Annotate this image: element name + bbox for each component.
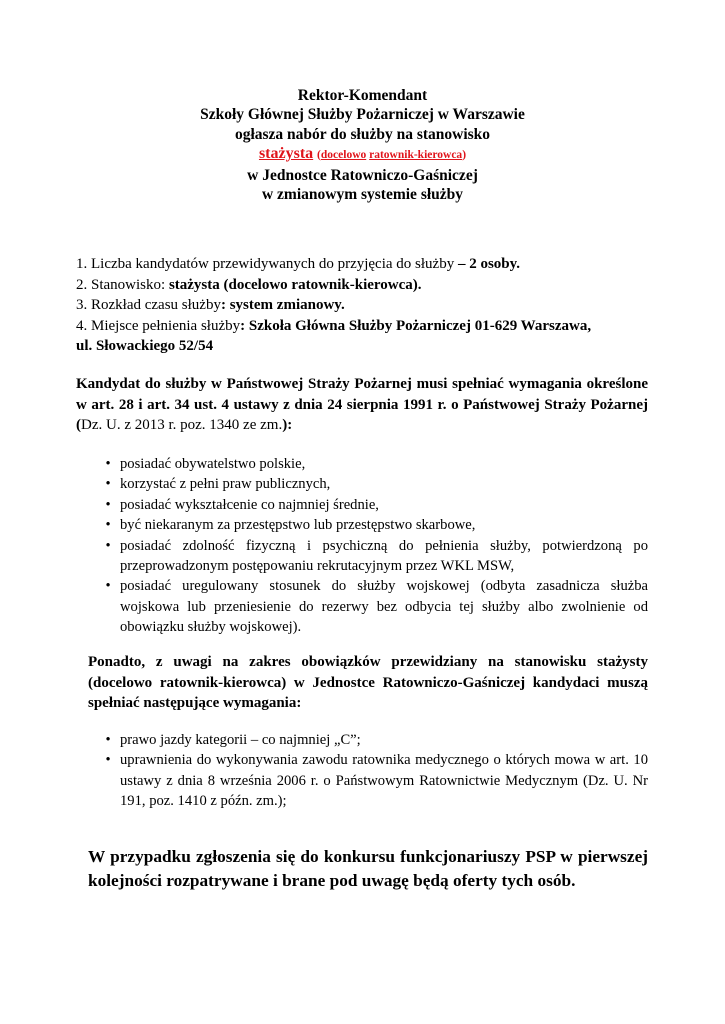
detail-schedule: 3. Rozkład czasu służby: system zmianowy. [76, 297, 345, 314]
detail-address: ul. Słowackiego 52/54 [76, 338, 214, 355]
detail-location: 4. Miejsce pełnienia służby: Szkoła Główna Służby Pożarniczej 01-629 Warszawa, [76, 317, 592, 334]
final-note: W przypadku zgłoszenia się do konkursu funkcjonariuszy PSP w pierwszej kolejności rozpatrywane i brane pod uwagę będą oferty tych osób. [88, 847, 648, 890]
bullet-icon: • [105, 517, 111, 534]
header-position [0, 144, 725, 165]
additional-requirements-list [76, 730, 648, 812]
list-item: • uprawnienia do wykonywania zawodu ratownika medycznego o których mowa w art. 10 ustawy z dnia 8 września 2006 r. o Państwowym Ratownictwie Medycznym (Dz. U. Nr 191, poz. 1410 z późn. zm.); [76, 750, 648, 811]
basic-requirements-list [76, 454, 648, 638]
list-item: • korzystać z pełni praw publicznych, [76, 474, 648, 494]
announcement-header [0, 86, 725, 204]
list-item: • być niekaranym za przestępstwo lub przestępstwo skarbowe, [76, 515, 648, 535]
bullet-icon: • [105, 752, 111, 769]
bullet-icon: • [105, 578, 111, 595]
list-item: • posiadać wykształcenie co najmniej średnie, [76, 495, 648, 515]
list-item: • posiadać obywatelstwo polskie, [76, 454, 648, 474]
bullet-icon: • [105, 476, 111, 493]
detail-position: 2. Stanowisko: stażysta (docelowo ratownik-kierowca). [76, 276, 422, 293]
header-institution: Szkoły Głównej Służby Pożarniczej w Warszawie [200, 106, 525, 124]
list-item: • posiadać zdolność fizyczną i psychiczną do pełnienia służby, potwierdzoną po przeprowadzonym postępowaniu rekrutacyjnym przez WKL MSW, [76, 536, 648, 577]
position-target: (docelowo ratownik-kierowca) [317, 149, 467, 162]
recruitment-details [76, 254, 648, 357]
position-name: stażysta [258, 145, 314, 163]
bullet-icon: • [105, 537, 111, 554]
header-system: w zmianowym systemie służby [261, 186, 464, 204]
bullet-icon: • [105, 496, 111, 513]
list-item: • posiadać uregulowany stosunek do służby wojskowej (odbyta zasadnicza służba wojskowa lub przeniesienie do rezerwy bez odbycia tej służby albo zwolnienie od obowiązku służby wojskowej). [76, 576, 648, 637]
header-title: Rektor-Komendant [297, 87, 428, 104]
legal-requirements-intro: Kandydat do służby w Państwowej Straży Pożarnej musi spełniać wymagania określone w art. 28 i art. 34 ust. 4 ustawy z dnia 24 sierpnia 1991 r. o Państwowej Straży Pożarnej (Dz. U. z 2013 r. poz. 1340 ze zm.): [76, 376, 648, 434]
list-item: • prawo jazdy kategorii – co najmniej „C”; [76, 730, 648, 750]
bullet-icon: • [105, 456, 111, 472]
additional-requirements-intro: Ponadto, z uwagi na zakres obowiązków przewidziany na stanowisku stażysty (docelowo ratownik-kierowca) w Jednostce Ratowniczo-Gaśniczej kandydaci muszą spełniać następujące wymagania: [88, 654, 648, 712]
header-announcement: ogłasza nabór do służby na stanowisko [234, 125, 491, 143]
detail-candidates-count: 1. Liczba kandydatów przewidywanych do przyjęcia do służby – 2 osoby. [76, 256, 521, 272]
bullet-icon: • [105, 732, 111, 748]
header-unit: w Jednostce Ratowniczo-Gaśniczej [247, 166, 478, 184]
